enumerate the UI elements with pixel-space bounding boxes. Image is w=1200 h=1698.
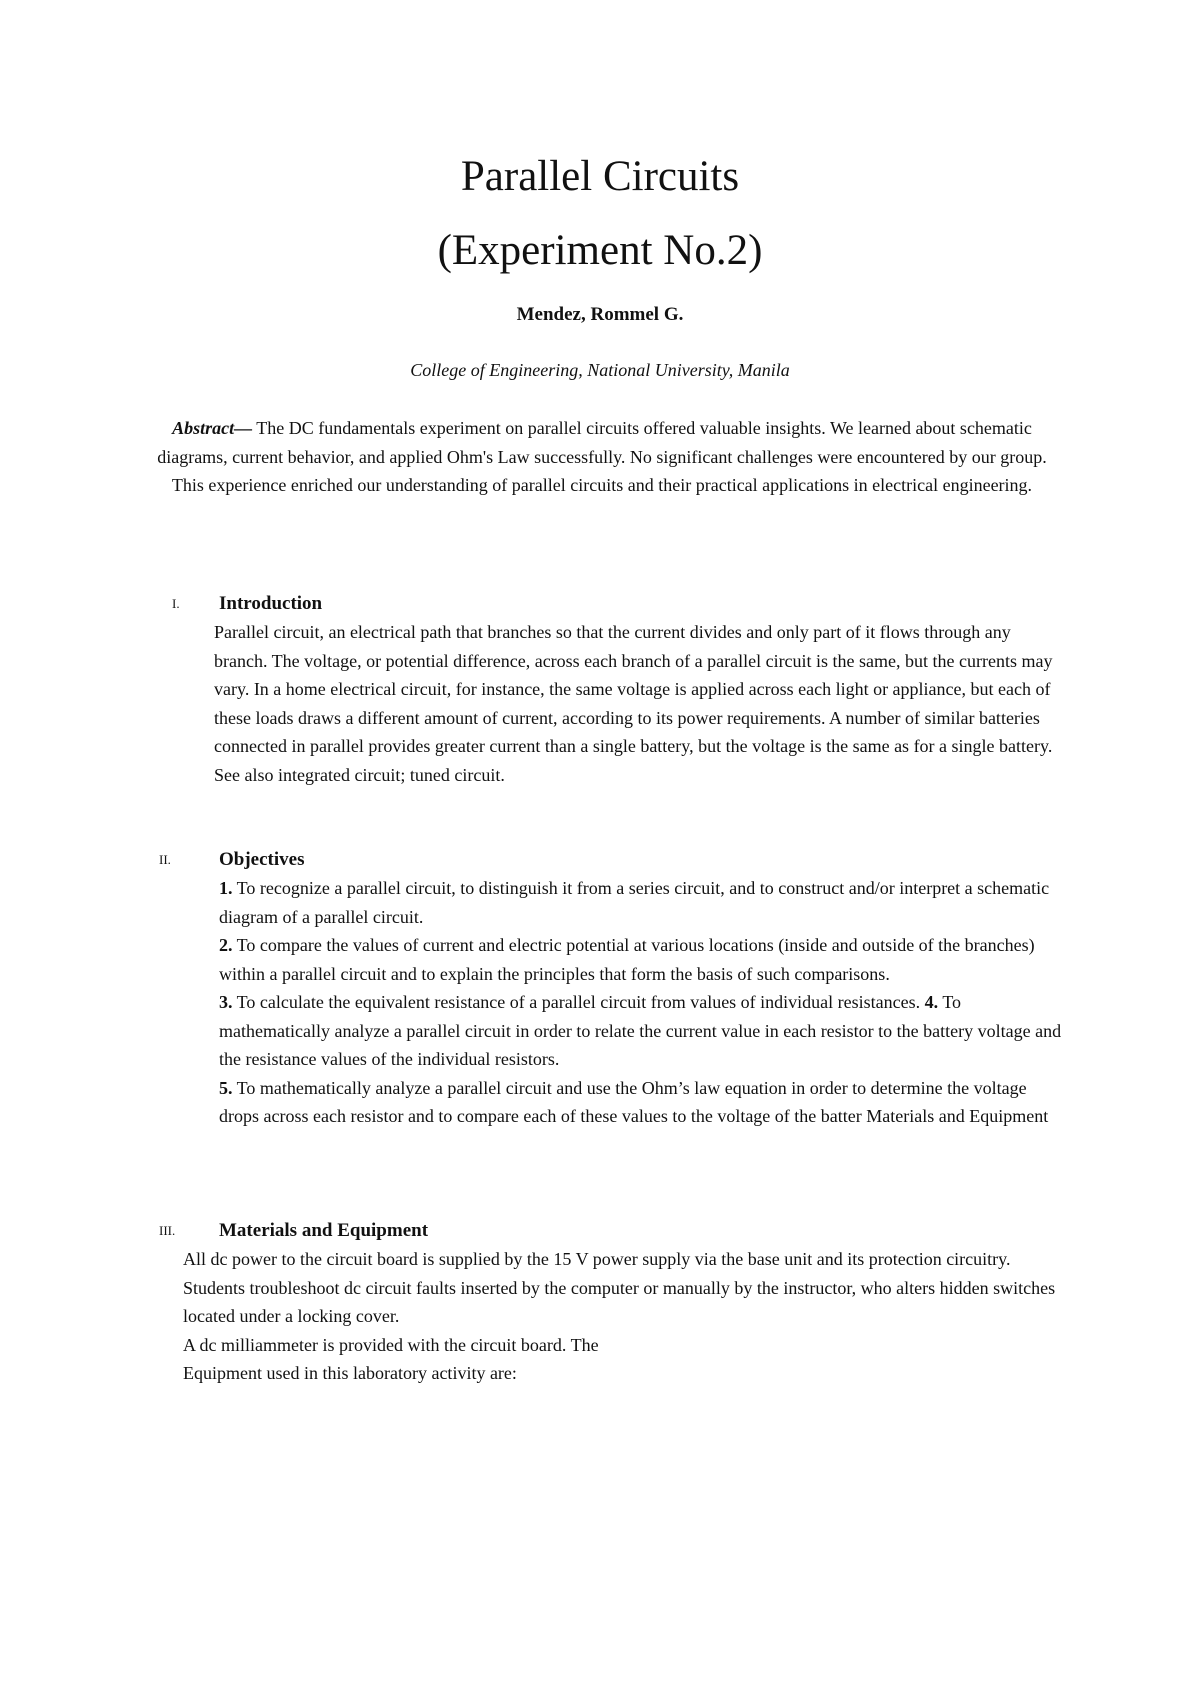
- materials-paragraph: All dc power to the circuit board is supplied by the 15 V power supply via the base unit and its protection circuitry. Students troubleshoot dc circuit faults inserted by the computer or manually by the instructor, who alters hidden switches located under a locking cover.: [183, 1249, 1056, 1326]
- section-title: Objectives: [219, 849, 305, 870]
- objective-text: To mathematically analyze a parallel circuit in order to relate the current value in each resistor to the battery voltage and the resistance values of the individual resistors.: [219, 992, 1062, 1069]
- materials-line: Equipment used in this laboratory activity are:: [183, 1363, 517, 1383]
- objective-item: [219, 988, 1065, 1074]
- document-title-line-1: Parallel Circuits: [460, 153, 740, 200]
- section-body: [183, 1245, 1063, 1388]
- section-title: Introduction: [219, 593, 323, 614]
- objective-number: 3.: [219, 992, 233, 1012]
- materials-line: A dc milliammeter is provided with the circuit board. The: [183, 1334, 599, 1355]
- section-title: Materials and Equipment: [219, 1220, 429, 1241]
- objective-item: [219, 931, 1065, 988]
- author-affiliation: College of Engineering, National University, Manila: [410, 360, 790, 380]
- objective-text: To mathematically analyze a parallel circuit and use the Ohm’s law equation in order to determine the voltage drops across each resistor and to compare each of these values to the voltage of the batter Materials and Equipment: [219, 1077, 1049, 1126]
- section-number: II.: [159, 852, 171, 867]
- section-body: Parallel circuit, an electrical path that branches so that the current divides and only part of it flows through any branch. The voltage, or potential difference, across each branch of a parallel circuit is the same, but the currents may vary. In a home electrical circuit, for instance, the same voltage is applied across each light or appliance, but each of these loads draws a different amount of current, according to its power requirements. A number of similar batteries connected in parallel provides greater current than a single battery, but the voltage is the same as for a single battery. See also integrated circuit; tuned circuit.: [214, 622, 1053, 785]
- objective-number: 2.: [219, 935, 233, 955]
- objective-number: 5.: [219, 1077, 233, 1098]
- objectives-list: [219, 874, 1065, 1131]
- objective-text: To compare the values of current and electric potential at various locations (inside and outside of the branches) within a parallel circuit and to explain the principles that form the basis of such comparisons.: [219, 935, 1035, 984]
- document-title-line-2: (Experiment No.2): [437, 227, 763, 274]
- objective-text: To recognize a parallel circuit, to distinguish it from a series circuit, and to construct and/or interpret a schematic diagram of a parallel circuit.: [219, 878, 1050, 927]
- objective-item: [219, 1074, 1065, 1131]
- section-number: I.: [172, 596, 180, 611]
- objective-number: 4.: [924, 992, 939, 1012]
- objective-item: [219, 874, 1065, 931]
- objective-number: 1.: [219, 878, 233, 898]
- abstract-label: Abstract—: [172, 418, 253, 438]
- author-name: Mendez, Rommel G.: [516, 304, 684, 325]
- abstract: [148, 414, 1056, 500]
- objective-text: To calculate the equivalent resistance of a parallel circuit from values of individual resistances.: [232, 992, 925, 1012]
- abstract-text: The DC fundamentals experiment on parallel circuits offered valuable insights. We learned about schematic diagrams, current behavior, and applied Ohm's Law successfully. No significant challenges were encountered by our group. This experience enriched our understanding of parallel circuits and their practical applications in electrical engineering.: [157, 418, 1047, 495]
- section-number: III.: [159, 1223, 176, 1238]
